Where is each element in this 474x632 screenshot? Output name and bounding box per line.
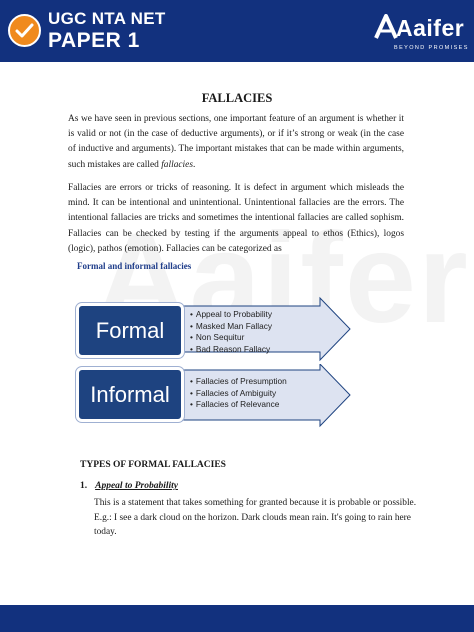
item-description: This is a statement that takes something for granted because it is probable or possible. E.g.: I see a dark cloud on the horizon. Dark clouds mean rain. It's going to rain here today. <box>94 498 417 538</box>
header-exam-title: UGC NTA NET <box>48 9 166 28</box>
intro-paragraph <box>68 112 404 173</box>
intro-paragraph-emphasis: fallacies <box>161 159 193 170</box>
item-name: Appeal to Probability <box>95 481 178 491</box>
formal-list <box>190 309 272 355</box>
page-title: FALLACIES <box>201 91 273 105</box>
page-footer <box>0 605 474 632</box>
check-badge-icon <box>8 14 41 47</box>
formal-list-item: • Non Sequitur <box>190 332 272 344</box>
page-header <box>0 0 474 62</box>
diagram-subheading: Formal and informal fallacies <box>77 261 192 271</box>
informal-box: Informal <box>76 367 184 422</box>
brand-logo <box>370 12 469 56</box>
formal-list-item: • Appeal to Probability <box>190 309 272 321</box>
informal-list <box>190 376 287 411</box>
intro-paragraph-text: As we have seen in previous sections, one important feature of an argument is whether it is valid or not (in the case of deductive arguments), or if it’s strong or weak (in the case of inductive and arguments). The important mistakes that can be made within arguments, such mistakes are called <box>68 114 404 170</box>
intro-paragraph-end: . <box>192 159 196 170</box>
section-heading: TYPES OF FORMAL FALLACIES <box>80 460 226 470</box>
item-heading <box>80 481 178 491</box>
brand-tagline: BEYOND PROMISES <box>394 45 469 51</box>
informal-list-item: • Fallacies of Relevance <box>190 399 287 411</box>
informal-list-item: • Fallacies of Presumption <box>190 376 287 388</box>
formal-list-item: • Masked Man Fallacy <box>190 321 272 333</box>
fallacy-diagram <box>70 296 360 436</box>
definition-paragraph: Fallacies are errors or tricks of reasoning. It is defect in argument which misleads the mind. It can be intentional and unintentional. Unintentional fallacies are the errors. The intentional fallacies are tricks and sometimes the intentional fallacies are called sophism. Fallacies can be checked by testing if the arguments appeal to ethos (Ethics), logos (logic), pathos (emotion). Fallacies can be categorized as <box>68 183 404 254</box>
informal-list-item: • Fallacies of Ambiguity <box>190 388 287 400</box>
item-number: 1. <box>80 481 88 491</box>
header-paper-title: PAPER 1 <box>48 29 140 52</box>
aaifer-logo-icon <box>374 14 398 40</box>
formal-list-item: • Bad Reason Fallacy <box>190 344 272 356</box>
brand-name: Aaifer <box>396 15 465 41</box>
formal-box: Formal <box>76 303 184 358</box>
